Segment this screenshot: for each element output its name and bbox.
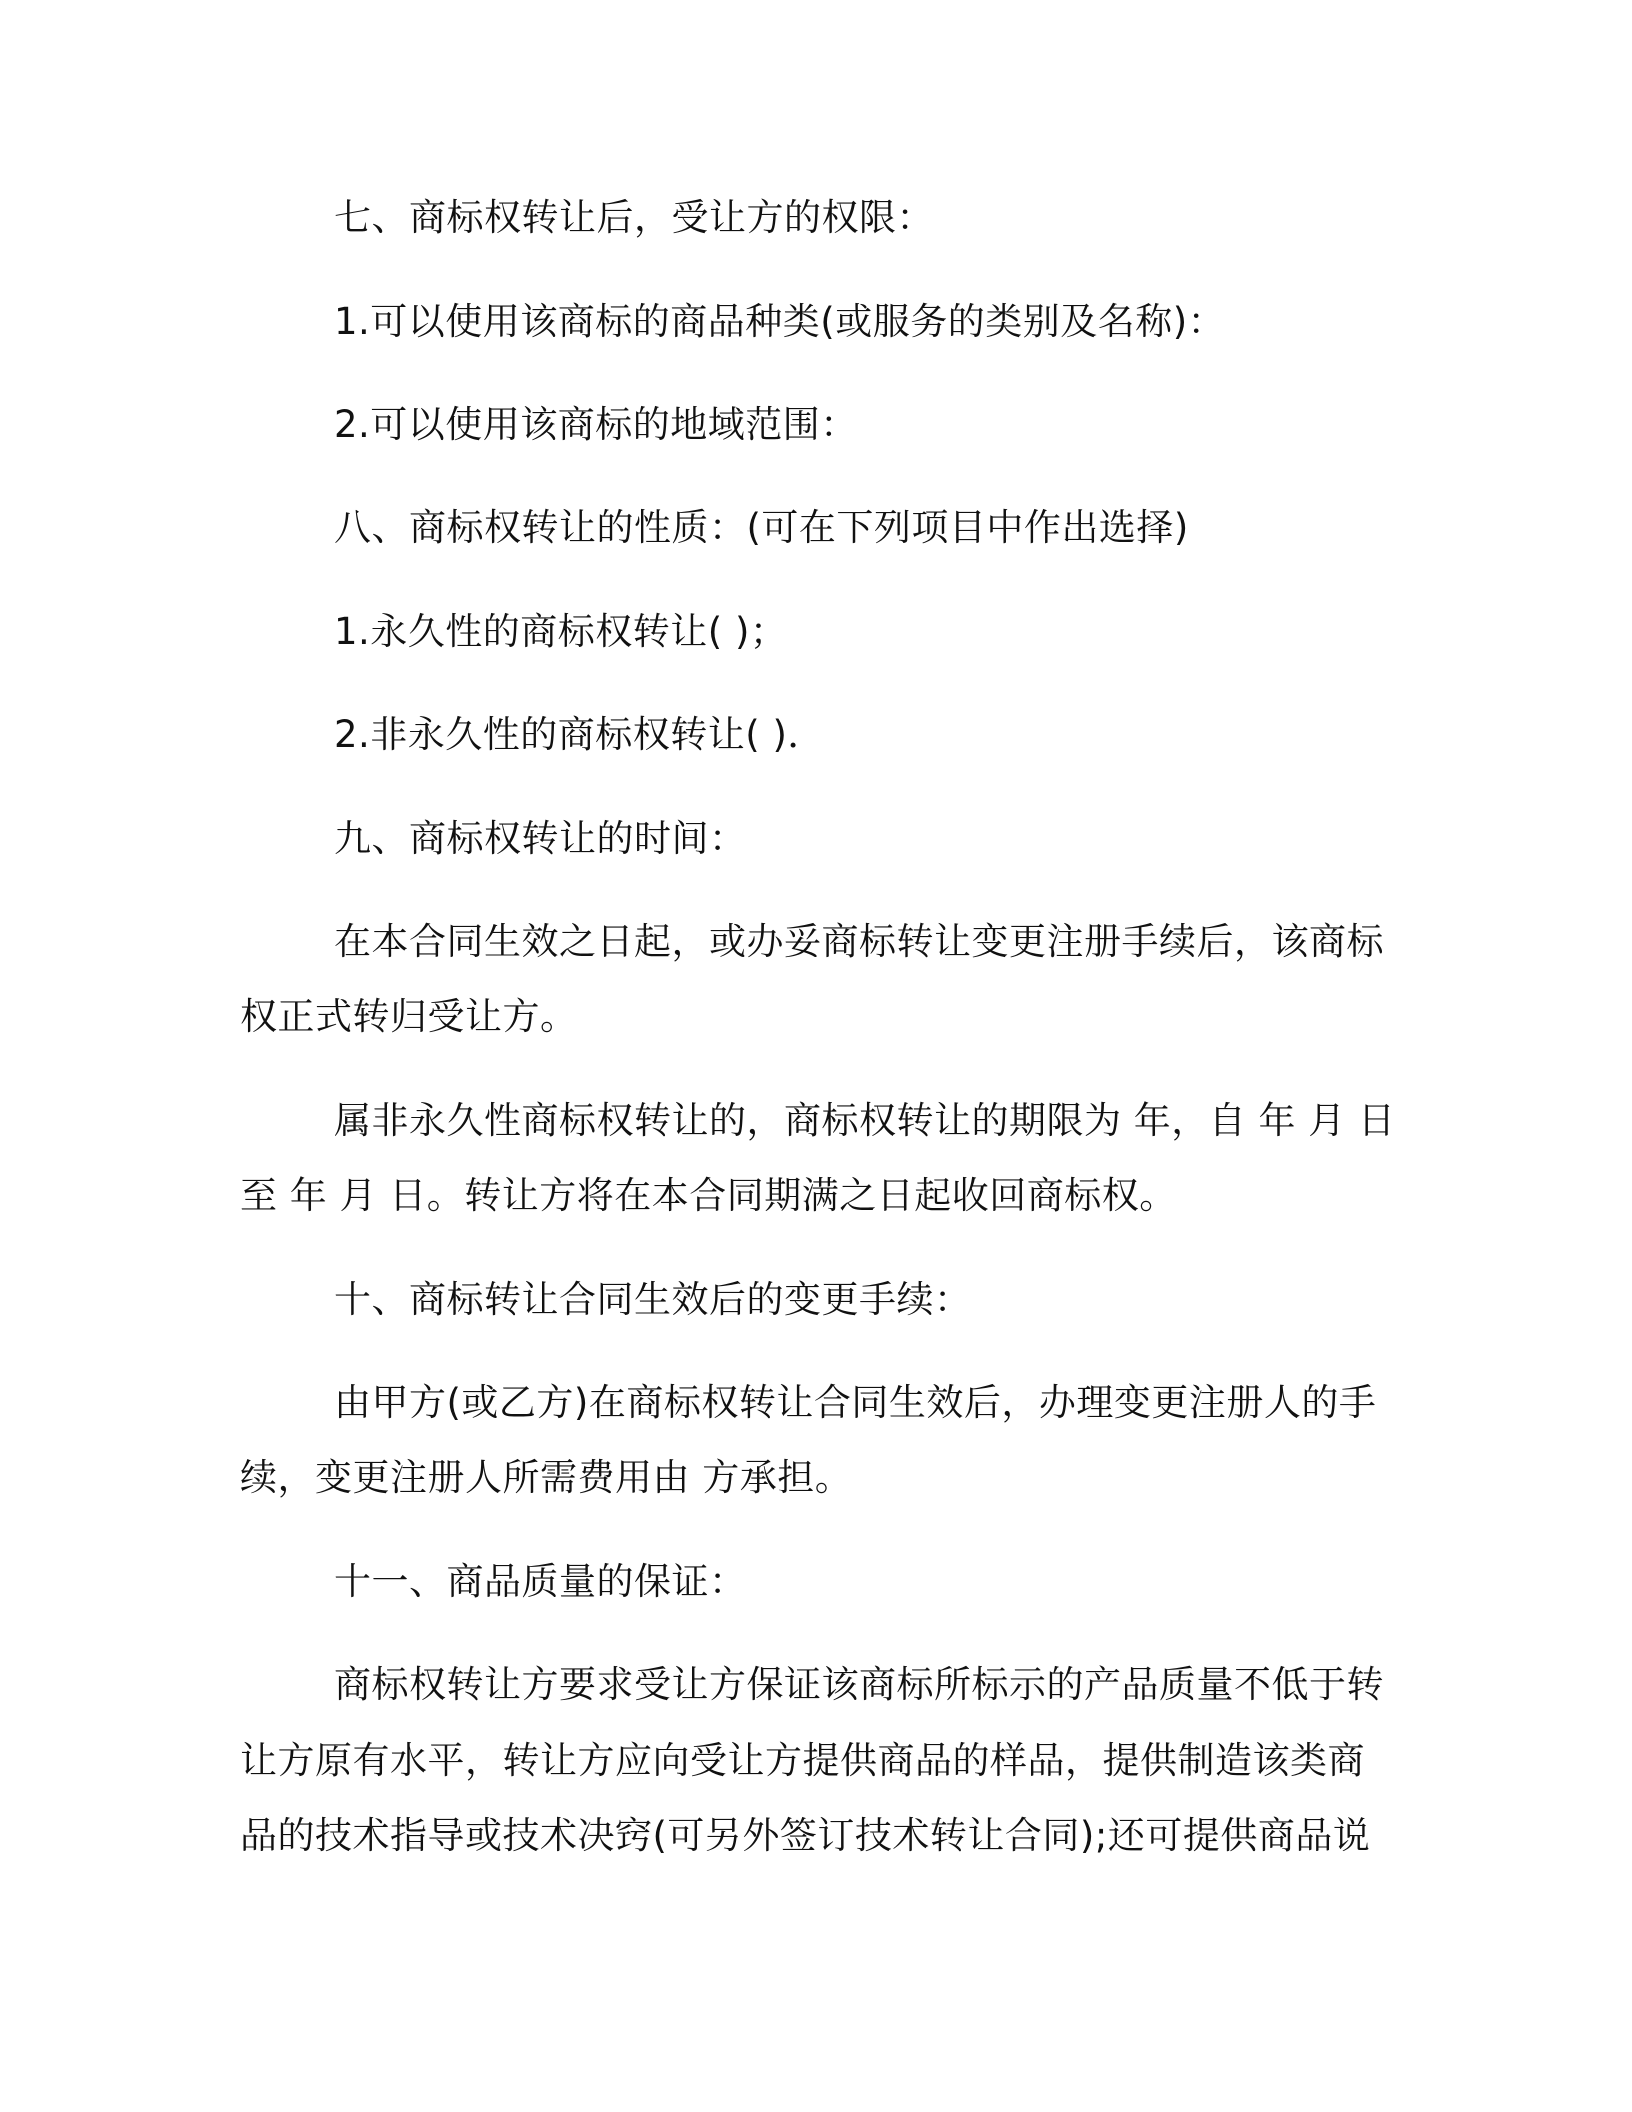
section-9-heading: 九、商标权转让的时间：	[334, 817, 747, 860]
section-7-heading: 七、商标权转让后，受让方的权限：	[334, 196, 934, 239]
section-7-item-1: 1.可以使用该商标的商品种类(或服务的类别及名称)：	[334, 300, 1226, 343]
section-8-item-1: 1.永久性的商标权转让( )；	[334, 610, 788, 653]
section-9-paragraph-2-line-2: 至 年 月 日。转让方将在本合同期满之日起收回商标权。	[240, 1174, 1177, 1217]
section-9-paragraph-2-line-1: 属非永久性商标权转让的，商标权转让的期限为 年，自 年 月 日	[334, 1099, 1396, 1142]
section-11-heading: 十一、商品质量的保证：	[334, 1560, 747, 1603]
section-10-heading: 十、商标转让合同生效后的变更手续：	[334, 1278, 972, 1321]
section-8-item-2: 2.非永久性的商标权转让( )．	[334, 713, 825, 756]
section-11-paragraph-line-1: 商标权转让方要求受让方保证该商标所标示的产品质量不低于转	[334, 1663, 1384, 1706]
section-8-heading: 八、商标权转让的性质：(可在下列项目中作出选择)	[334, 506, 1189, 549]
section-11-paragraph-line-2: 让方原有水平，转让方应向受让方提供商品的样品，提供制造该类商	[240, 1739, 1365, 1782]
section-11-paragraph-line-3: 品的技术指导或技术决窍(可另外签订技术转让合同);还可提供商品说	[240, 1814, 1371, 1857]
section-10-paragraph-line-2: 续，变更注册人所需费用由 方承担。	[240, 1456, 853, 1499]
section-10-paragraph-line-1: 由甲方(或乙方)在商标权转让合同生效后，办理变更注册人的手	[334, 1381, 1377, 1424]
section-9-paragraph-1-line-2: 权正式转归受让方。	[240, 995, 578, 1038]
section-7-item-2: 2.可以使用该商标的地域范围：	[334, 403, 858, 446]
section-9-paragraph-1-line-1: 在本合同生效之日起，或办妥商标转让变更注册手续后，该商标	[334, 920, 1384, 963]
